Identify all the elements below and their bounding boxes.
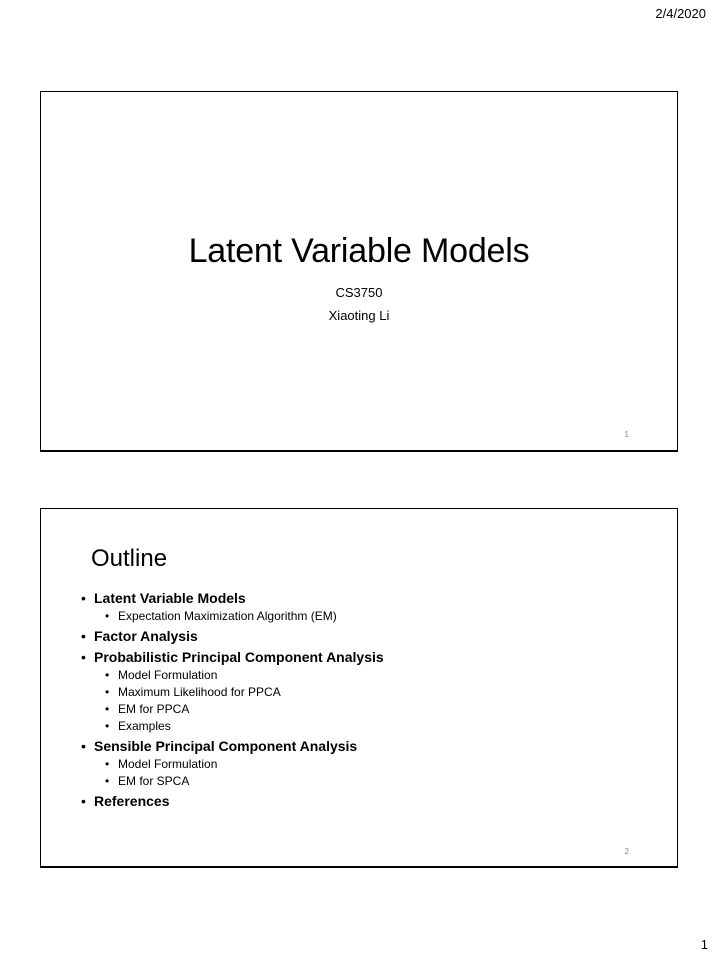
slide-2	[40, 508, 678, 868]
outline-item: • Sensible Principal Component Analysis	[81, 737, 384, 756]
outline-subitem: • EM for PPCA	[81, 701, 384, 718]
outline-subitem: • Expectation Maximization Algorithm (EM)	[81, 608, 384, 625]
slide-title: Outline	[91, 545, 168, 572]
slide-1	[40, 91, 678, 452]
page-number: 1	[700, 937, 708, 952]
outline-subitem: • Examples	[81, 718, 384, 735]
course-code: CS3750	[335, 285, 383, 300]
slide-number: 1	[624, 430, 629, 439]
outline-subitem: • Model Formulation	[81, 756, 384, 773]
outline-subitem: • EM for SPCA	[81, 773, 384, 790]
outline-subitem: • Model Formulation	[81, 667, 384, 684]
outline-item: • Latent Variable Models	[81, 589, 384, 608]
outline-subitem: • Maximum Likelihood for PPCA	[81, 684, 384, 701]
page-date: 2/4/2020	[655, 6, 706, 21]
outline-item: • Factor Analysis	[81, 627, 384, 646]
slide-number: 2	[624, 847, 629, 856]
author-name: Xiaoting Li	[328, 308, 390, 323]
outline-item: • References	[81, 792, 384, 811]
outline-item: • Probabilistic Principal Component Analysis	[81, 648, 384, 667]
outline-list	[81, 587, 384, 811]
slide-title: Latent Variable Models	[188, 232, 530, 270]
